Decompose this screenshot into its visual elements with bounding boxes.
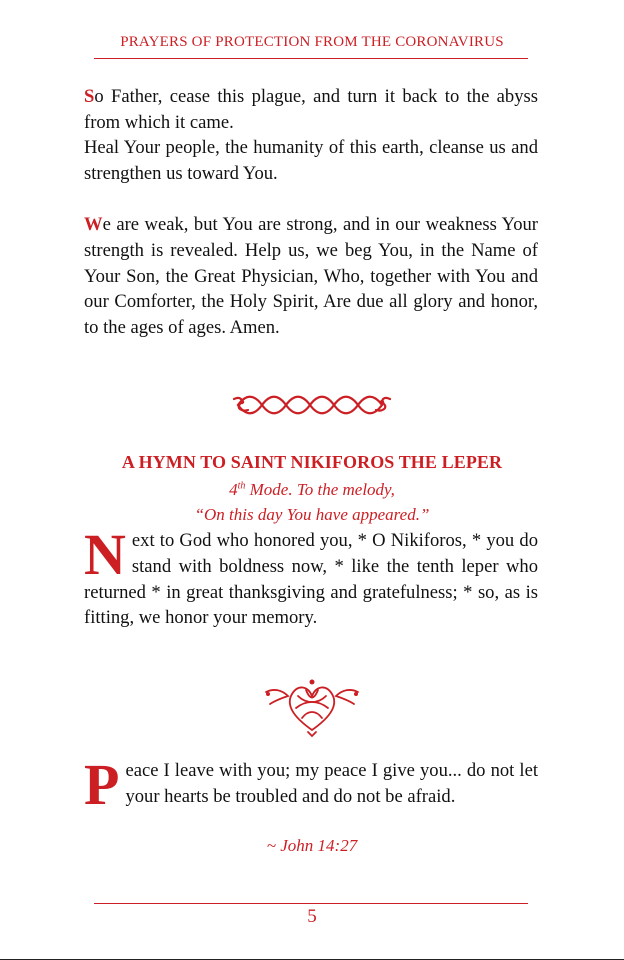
heart-knot-ornament xyxy=(0,674,624,738)
header-rule xyxy=(94,58,528,59)
knotwork-band-ornament xyxy=(0,390,624,420)
page-number: 5 xyxy=(307,906,317,927)
knotwork-icon xyxy=(232,390,392,420)
initial-letter: S xyxy=(84,86,95,107)
hymn-title: A HYMN TO SAINT NIKIFOROS THE LEPER xyxy=(121,452,503,472)
paragraph-text: ext to God who honored you, * O Nikiforos, * you do stand with boldness now, * like the tenth leper who returned * in great thanksgiving and gratefulness; * so, as is fitting, we honor your memory. xyxy=(84,530,538,629)
paragraph-text: eace I leave with you; my peace I give you... do not let your hearts be troubled and do not be afraid. xyxy=(125,760,538,807)
drop-cap: N xyxy=(84,522,126,587)
heart-knot-icon xyxy=(262,674,362,738)
running-title: PRAYERS OF PROTECTION FROM THE CORONAVIRUS xyxy=(120,34,504,50)
footer-rule xyxy=(94,903,528,904)
scripture-quote xyxy=(84,752,538,817)
prayer-paragraph-1 xyxy=(84,84,538,136)
hymn-text xyxy=(84,522,538,631)
paragraph-text: Heal Your people, the humanity of this earth, cleanse us and strengthen us toward You. xyxy=(84,137,538,184)
scripture-citation: ~ John 14:27 xyxy=(266,836,358,855)
mode-ordinal: th xyxy=(237,480,246,492)
mode-text: Mode. To the melody, xyxy=(245,480,395,499)
paragraph-text: e are weak, but You are strong, and in our weakness Your strength is revealed. Help us, we beg You, in the Name of Your Son, the Great Physician, Who, together with You and our Comforter, the Holy Spirit, Are due all glory and honor, to the ages of ages. Amen. xyxy=(84,214,538,339)
drop-cap: P xyxy=(84,752,120,817)
mode-number: 4 xyxy=(229,480,238,499)
hymn-mode xyxy=(0,480,624,500)
prayer-paragraph-3 xyxy=(84,212,538,341)
prayer-paragraph-2 xyxy=(84,135,538,187)
paragraph-text: o Father, cease this plague, and turn it back to the abyss from which it came. xyxy=(84,86,538,133)
initial-letter: W xyxy=(84,214,103,235)
hymn-melody: “On this day You have appeared.” xyxy=(194,505,430,524)
